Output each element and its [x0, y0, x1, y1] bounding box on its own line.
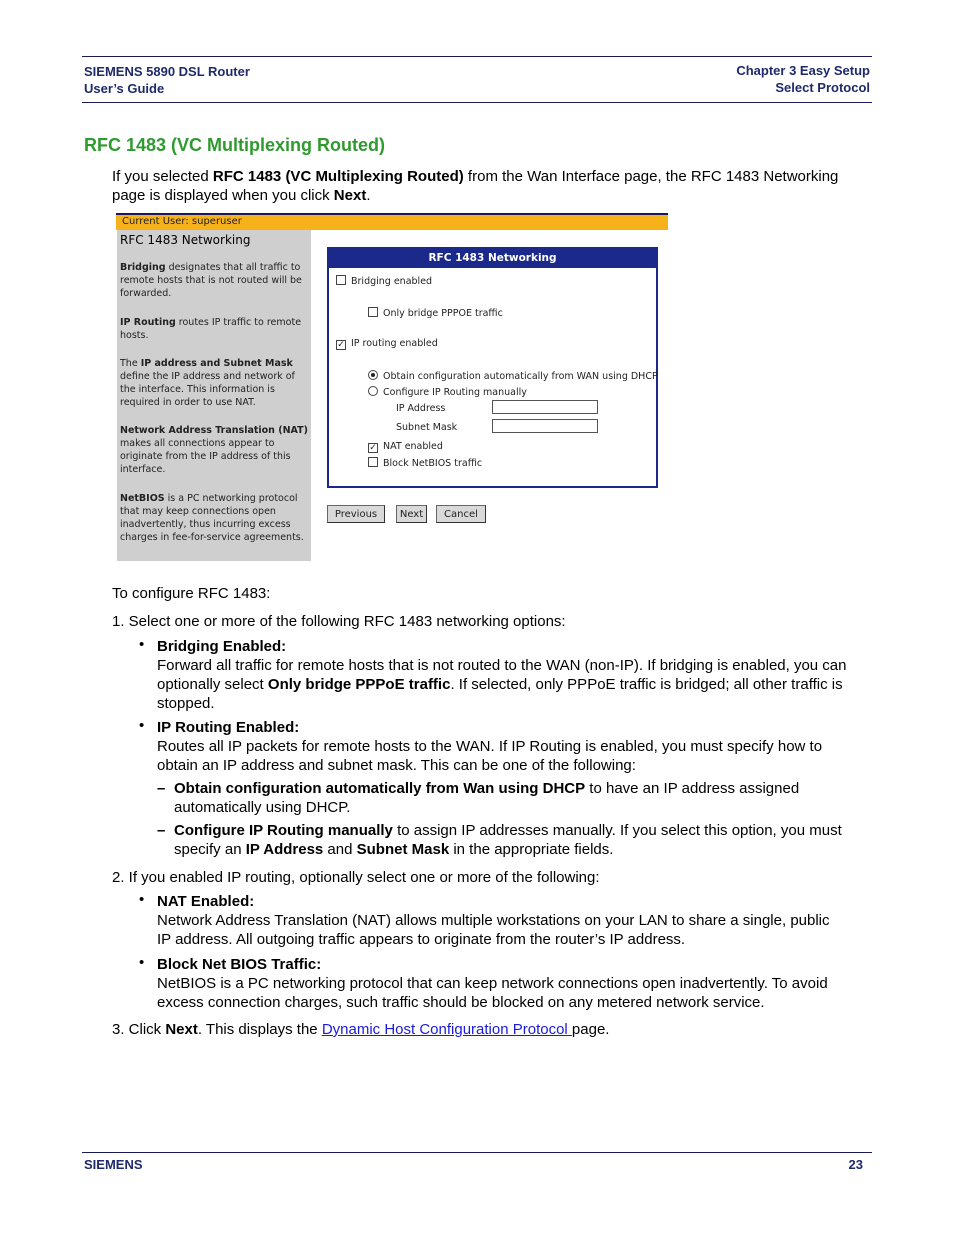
header-right	[736, 62, 870, 96]
bridging-item: Bridging Enabled: Forward all traffic for remote hosts that is not routed to the WAN (non-IP). If bridging is enabled, you can optionally select Only bridge PPPoE traffic. If selected, only PPPoE traffic is bridged; all other traffic is stopped.	[157, 638, 847, 712]
ip-address-input[interactable]	[492, 400, 598, 414]
obtain-dhcp-option[interactable]: Obtain configuration automatically from WAN using DHCP	[368, 370, 658, 382]
header-left	[84, 63, 250, 97]
bullet-netbios: •	[139, 954, 145, 971]
bullet-nat: •	[139, 891, 145, 908]
dash-2: –	[157, 822, 166, 839]
netbios-item: Block Net BIOS Traffic: NetBIOS is a PC networking protocol that can keep network connections open inadvertently. To avoid excess connection charges, such traffic should be blocked on any metered network service.	[157, 956, 828, 1011]
nat-enabled-option[interactable]: ✓ NAT enabled	[369, 441, 443, 453]
previous-button[interactable]: Previous	[327, 505, 385, 523]
header-guide: User’s Guide	[84, 81, 165, 96]
obtain-dhcp-radio[interactable]	[368, 370, 378, 380]
obtain-dhcp-item: Obtain configuration automatically from Wan using DHCP to have an IP address assigned automatically using DHCP.	[174, 780, 800, 816]
sidebar-title: RFC 1483 Networking	[120, 233, 251, 247]
header-rule-bottom	[82, 102, 872, 103]
help-ip-routing: IP Routing routes IP traffic to remote hosts.	[120, 317, 302, 341]
dash-1: –	[157, 780, 166, 797]
footer-rule	[82, 1152, 872, 1153]
configure-manual-option[interactable]: Configure IP Routing manually	[368, 386, 527, 398]
help-ip-mask: The IP address and Subnet Mask define the IP address and network of the interface. This information is required in order to use NAT.	[120, 358, 295, 408]
help-netbios: NetBIOS is a PC networking protocol that may keep connections open inadvertently, thus incurring excess charges in fee-for-service agreements.	[120, 493, 304, 543]
dhcp-link[interactable]: Dynamic Host Configuration Protocol	[321, 1021, 572, 1038]
subnet-mask-input[interactable]	[492, 419, 598, 433]
subnet-mask-label: Subnet Mask	[396, 422, 458, 433]
bullet-ip-routing: •	[139, 717, 145, 734]
current-user-label: Current User: superuser	[122, 216, 242, 227]
nat-item: NAT Enabled: Network Address Translation (NAT) allows multiple workstations on your LAN to share a single, public IP address. All outgoing traffic appears to originate from the router’s IP address.	[157, 893, 830, 948]
step-3: 3. Click Next. This displays the Dynamic Host Configuration Protocol page.	[112, 1021, 610, 1038]
current-user-bar	[116, 213, 668, 230]
configure-manual-item: Configure IP Routing manually to assign IP addresses manually. If you select this option, you must specify an IP Address and Subnet Mask in the appropriate fields.	[174, 822, 842, 858]
bullet-bridging: •	[139, 636, 145, 653]
rfc1483-screenshot	[116, 213, 668, 561]
configure-manual-radio[interactable]	[368, 386, 378, 396]
rfc1483-panel	[327, 247, 658, 488]
help-nat: Network Address Translation (NAT) makes all connections appear to originate from the IP address of this interface.	[120, 425, 308, 475]
bridging-enabled-checkbox[interactable]	[336, 275, 346, 285]
ip-routing-item: IP Routing Enabled: Routes all IP packets for remote hosts to the WAN. If IP Routing is enabled, you must specify how to obtain an IP address and subnet mask. This can be one of the following:	[157, 719, 823, 774]
next-button[interactable]: Next	[396, 505, 427, 523]
to-configure: To configure RFC 1483:	[112, 585, 271, 602]
nat-enabled-checkbox[interactable]: ✓	[369, 443, 377, 453]
block-netbios-checkbox[interactable]	[368, 457, 378, 467]
footer-brand: SIEMENS	[84, 1157, 143, 1172]
help-bridging: Bridging designates that all traffic to remote hosts that is not routed will be forwarded.	[120, 262, 302, 299]
only-bridge-pppoe-option[interactable]: Only bridge PPPOE traffic	[368, 307, 503, 319]
help-sidebar	[117, 230, 311, 561]
only-bridge-pppoe-checkbox[interactable]	[368, 307, 378, 317]
panel-title: RFC 1483 Networking	[329, 249, 656, 268]
ip-routing-enabled-option[interactable]: ✓ IP routing enabled	[337, 338, 438, 350]
bridging-enabled-option[interactable]: Bridging enabled	[336, 275, 432, 287]
ip-address-label: IP Address	[396, 403, 446, 414]
intro-paragraph: If you selected RFC 1483 (VC Multiplexing Routed) from the Wan Interface page, the RFC 1483 Networking page is displayed when you click Next.	[112, 168, 839, 204]
header-rule	[82, 56, 872, 57]
block-netbios-option[interactable]: Block NetBIOS traffic	[368, 457, 482, 469]
header-section: Select Protocol	[775, 80, 870, 95]
ip-routing-enabled-checkbox[interactable]: ✓	[337, 340, 345, 350]
header-chapter: Chapter 3 Easy Setup	[736, 63, 870, 78]
header-product: SIEMENS 5890 DSL Router	[84, 64, 250, 79]
section-title: RFC 1483 (VC Multiplexing Routed)	[84, 135, 386, 155]
step-1: 1. Select one or more of the following RFC 1483 networking options:	[112, 613, 566, 630]
page-number: 23	[848, 1157, 863, 1172]
step-2: 2. If you enabled IP routing, optionally select one or more of the following:	[112, 869, 600, 886]
cancel-button[interactable]: Cancel	[436, 505, 486, 523]
